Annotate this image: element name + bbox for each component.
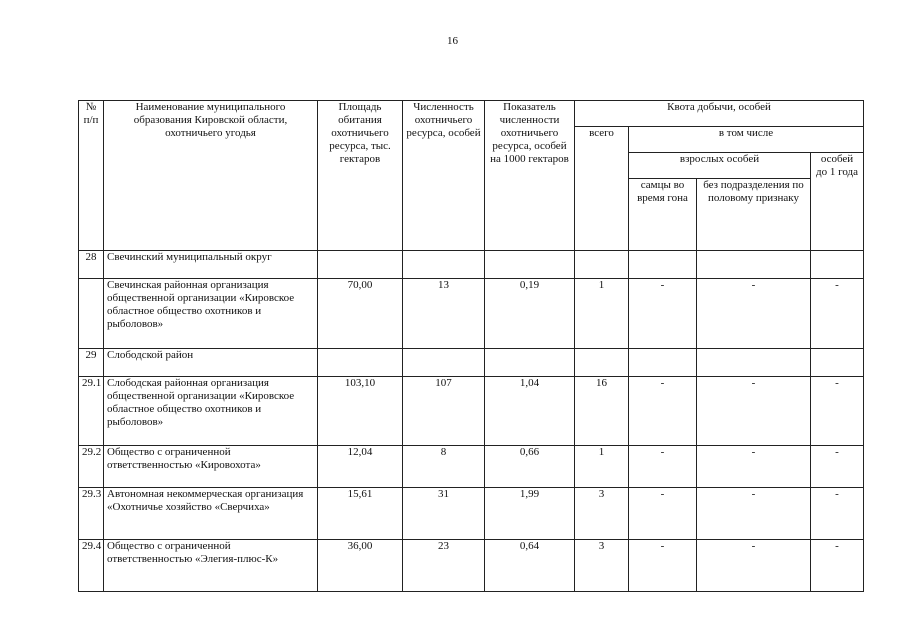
cell-nodiv: - (697, 488, 811, 540)
cell-count: 8 (403, 446, 485, 488)
cell-young: - (811, 540, 864, 592)
cell-nodiv: - (697, 540, 811, 592)
cell-count (403, 251, 485, 279)
cell-young: - (811, 377, 864, 446)
cell-num: 29.1 (79, 377, 104, 446)
cell-young: - (811, 446, 864, 488)
cell-nodiv: - (697, 377, 811, 446)
cell-males: - (629, 540, 697, 592)
cell-males: - (629, 377, 697, 446)
cell-count: 23 (403, 540, 485, 592)
cell-name: Слободской район (104, 349, 318, 377)
header-name: Наименование муниципального образования Кировской области, охотничьего угодья (104, 101, 318, 251)
cell-count (403, 349, 485, 377)
header-young: особей до 1 года (811, 153, 864, 251)
cell-index: 1,99 (485, 488, 575, 540)
cell-total: 3 (575, 540, 629, 592)
table-row (79, 540, 864, 592)
cell-nodiv: - (697, 446, 811, 488)
table-row (79, 488, 864, 540)
cell-total: 3 (575, 488, 629, 540)
cell-count: 13 (403, 279, 485, 349)
cell-males: - (629, 279, 697, 349)
cell-young (811, 251, 864, 279)
cell-count: 31 (403, 488, 485, 540)
cell-num: 29.3 (79, 488, 104, 540)
cell-num: 29.2 (79, 446, 104, 488)
table-row (79, 279, 864, 349)
header-num: № п/п (79, 101, 104, 251)
cell-area: 70,00 (318, 279, 403, 349)
header-adults: взрослых особей (629, 153, 811, 179)
header-area: Площадь обитания охотничьего ресурса, тыс. гектаров (318, 101, 403, 251)
cell-name: Общество с ограниченной ответственностью «Кировохота» (104, 446, 318, 488)
cell-area (318, 251, 403, 279)
cell-total (575, 349, 629, 377)
cell-area: 36,00 (318, 540, 403, 592)
cell-index: 0,19 (485, 279, 575, 349)
cell-total: 1 (575, 279, 629, 349)
cell-total: 16 (575, 377, 629, 446)
cell-males (629, 349, 697, 377)
header-count: Численность охотничьего ресурса, особей (403, 101, 485, 251)
cell-index (485, 349, 575, 377)
cell-young: - (811, 488, 864, 540)
cell-nodiv: - (697, 279, 811, 349)
cell-area (318, 349, 403, 377)
cell-males: - (629, 446, 697, 488)
cell-total (575, 251, 629, 279)
cell-index: 0,66 (485, 446, 575, 488)
cell-index: 1,04 (485, 377, 575, 446)
header-no-division: без подразделения по половому признаку (697, 179, 811, 251)
header-total: всего (575, 127, 629, 251)
cell-area: 15,61 (318, 488, 403, 540)
cell-name: Автономная некоммерческая организация «Охотничье хозяйство «Сверчиха» (104, 488, 318, 540)
cell-num (79, 279, 104, 349)
cell-index (485, 251, 575, 279)
header-index: Показатель численности охотничьего ресурса, особей на 1000 гектаров (485, 101, 575, 251)
header-quota: Квота добычи, особей (575, 101, 864, 127)
cell-name: Свечинская районная организация общественной организации «Кировское областное общество охотников и рыболовов» (104, 279, 318, 349)
cell-young: - (811, 279, 864, 349)
cell-area: 103,10 (318, 377, 403, 446)
cell-num: 28 (79, 251, 104, 279)
header-males: самцы во время гона (629, 179, 697, 251)
cell-name: Общество с ограниченной ответственностью «Элегия-плюс-К» (104, 540, 318, 592)
cell-count: 107 (403, 377, 485, 446)
cell-index: 0,64 (485, 540, 575, 592)
cell-num: 29 (79, 349, 104, 377)
header-including: в том числе (629, 127, 864, 153)
cell-area: 12,04 (318, 446, 403, 488)
cell-young (811, 349, 864, 377)
table-row (79, 251, 864, 279)
cell-num: 29.4 (79, 540, 104, 592)
table-row (79, 377, 864, 446)
cell-name: Свечинский муниципальный округ (104, 251, 318, 279)
cell-nodiv (697, 349, 811, 377)
cell-name: Слободская районная организация общественной организации «Кировское областное общество охотников и рыболовов» (104, 377, 318, 446)
quota-table (78, 100, 864, 592)
table-row (79, 349, 864, 377)
page-number: 16 (447, 35, 458, 47)
cell-males: - (629, 488, 697, 540)
cell-total: 1 (575, 446, 629, 488)
cell-males (629, 251, 697, 279)
cell-nodiv (697, 251, 811, 279)
table-row (79, 446, 864, 488)
